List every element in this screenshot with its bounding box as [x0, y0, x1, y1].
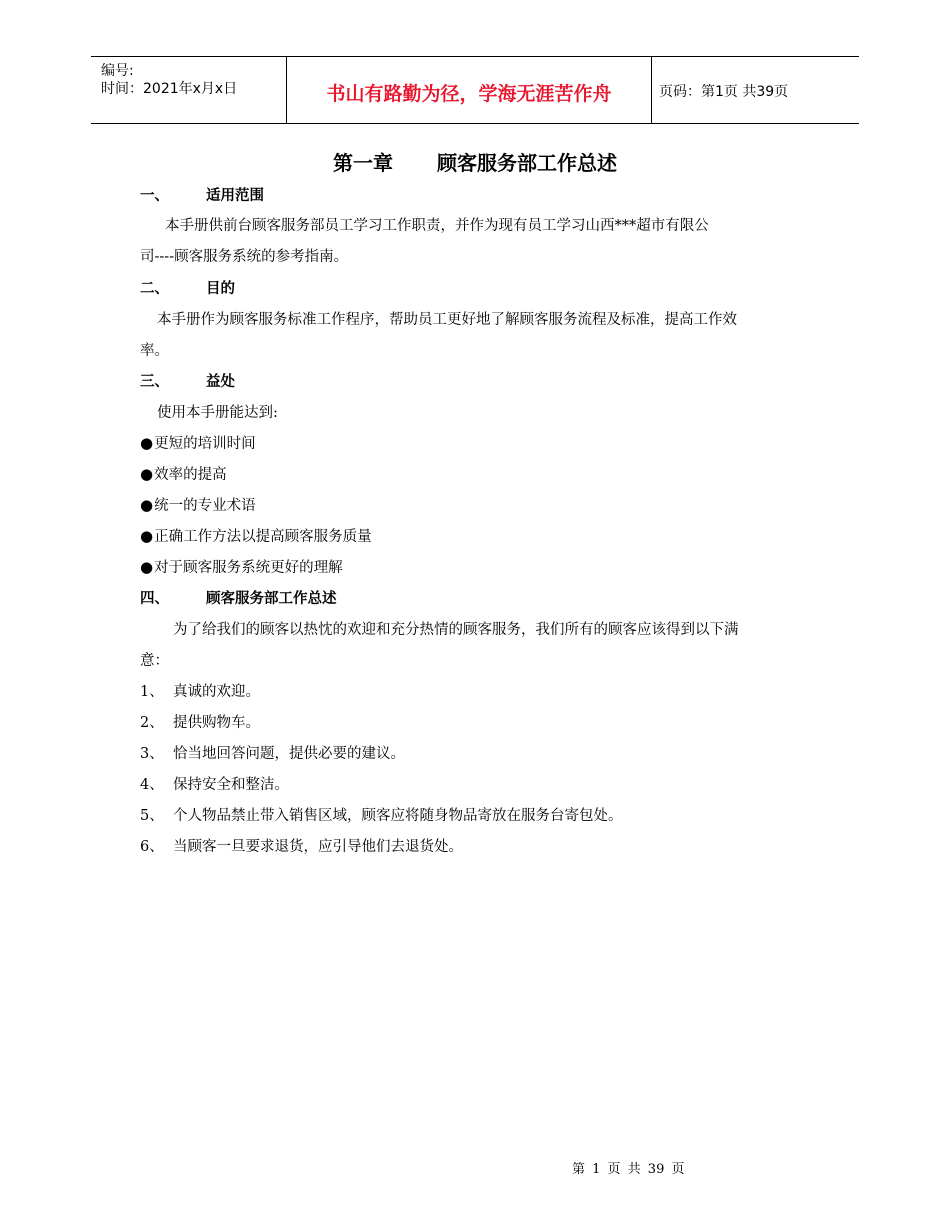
bullet-item [140, 432, 256, 453]
section-heading-benefits [140, 370, 235, 391]
section-title: 目的 [206, 281, 235, 297]
bullet-text: 对于顾客服务系统更好的理解 [154, 560, 343, 576]
benefits-intro: 使用本手册能达到: [157, 405, 278, 421]
list-number: 1、 [140, 684, 164, 700]
chapter-name: 顾客服务部工作总述 [437, 151, 617, 175]
list-number: 4、 [140, 777, 164, 793]
bullet-text: 统一的专业术语 [154, 498, 256, 514]
list-text: 提供购物车。 [173, 715, 260, 731]
list-number: 2、 [140, 715, 164, 731]
section-title: 适用范围 [206, 188, 264, 204]
bullet-text: 更短的培训时间 [154, 436, 256, 452]
bullet-item [140, 556, 343, 577]
bullet-icon: ● [140, 434, 154, 452]
document-header [91, 56, 859, 124]
section-heading-purpose [140, 277, 235, 298]
list-item [140, 742, 405, 763]
motto-text: 书山有路勤为径，学海无涯苦作舟 [326, 83, 612, 105]
section-number: 二、 [140, 281, 169, 297]
serial-label: 编号: [101, 63, 134, 79]
page-footer: 第 1 页 共 39 页 [572, 1162, 685, 1177]
page-info: 页码：第1页 共39页 [659, 84, 789, 100]
paragraph-line: 率。 [140, 343, 169, 359]
bullet-item [140, 525, 372, 546]
list-number: 3、 [140, 746, 164, 762]
paragraph-line: 为了给我们的顾客以热忱的欢迎和充分热情的顾客服务，我们所有的顾客应该得到以下满 [173, 622, 739, 638]
list-item [140, 835, 463, 856]
paragraph-line: 意： [140, 653, 169, 669]
bullet-item [140, 494, 256, 515]
bullet-text: 效率的提高 [154, 467, 227, 483]
list-number: 5、 [140, 808, 164, 824]
list-text: 保持安全和整洁。 [173, 777, 289, 793]
paragraph-line: 司----顾客服务系统的参考指南。 [140, 249, 349, 265]
list-text: 个人物品禁止带入销售区域，顾客应将随身物品寄放在服务台寄包处。 [173, 808, 623, 824]
list-text: 恰当地回答问题，提供必要的建议。 [173, 746, 405, 762]
bullet-icon: ● [140, 496, 154, 514]
paragraph-line: 本手册作为顾客服务标准工作程序，帮助员工更好地了解顾客服务流程及标准，提高工作效 [157, 312, 737, 328]
time-label: 时间：2021年x月x日 [101, 81, 238, 97]
list-item [140, 773, 289, 794]
bullet-icon: ● [140, 527, 154, 545]
list-item [140, 804, 623, 825]
header-page-cell [651, 57, 859, 123]
section-heading-scope [140, 184, 264, 205]
section-number: 四、 [140, 591, 169, 607]
list-text: 当顾客一旦要求退货，应引导他们去退货处。 [173, 839, 463, 855]
section-title: 顾客服务部工作总述 [206, 591, 337, 607]
list-item [140, 711, 260, 732]
section-number: 三、 [140, 374, 169, 390]
section-number: 一、 [140, 188, 169, 204]
list-text: 真诚的欢迎。 [173, 684, 260, 700]
list-item [140, 680, 260, 701]
bullet-icon: ● [140, 558, 154, 576]
header-meta-cell [91, 57, 286, 123]
header-motto-cell [286, 57, 652, 123]
chapter-number: 第一章 [333, 151, 393, 175]
section-heading-overview [140, 587, 337, 608]
chapter-title [0, 147, 950, 176]
section-title: 益处 [206, 374, 235, 390]
list-number: 6、 [140, 839, 164, 855]
bullet-text: 正确工作方法以提高顾客服务质量 [154, 529, 372, 545]
bullet-item [140, 463, 227, 484]
paragraph-line: 本手册供前台顾客服务部员工学习工作职责，并作为现有员工学习山西***超市有限公 [165, 218, 709, 234]
bullet-icon: ● [140, 465, 154, 483]
